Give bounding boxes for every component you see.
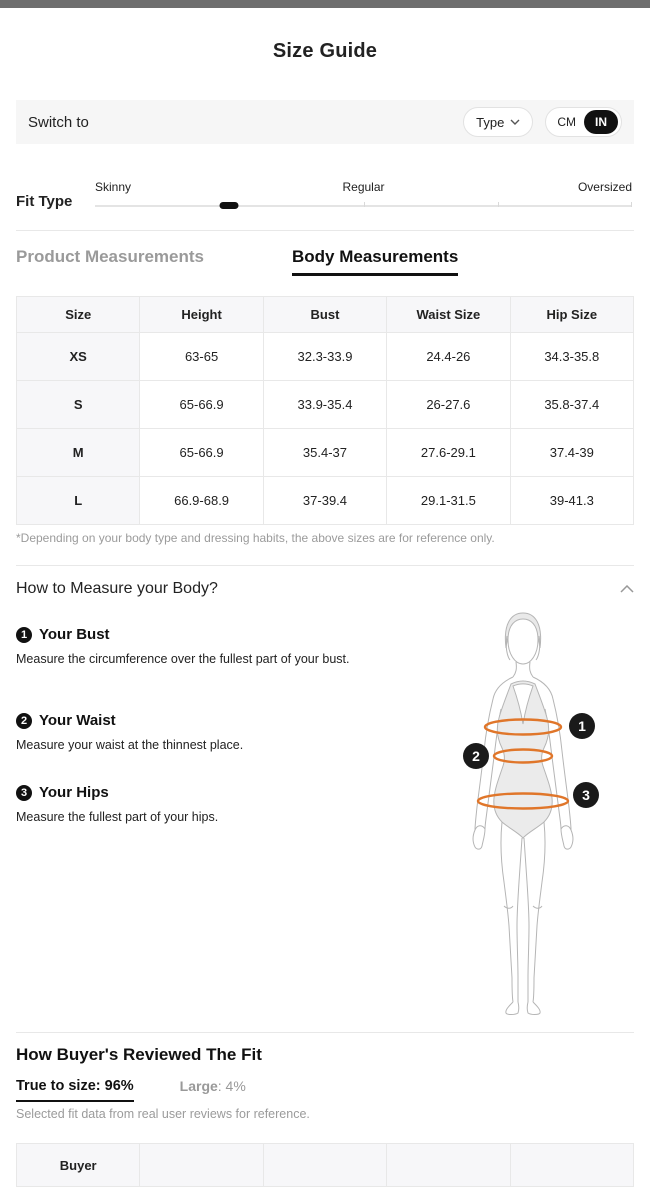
measure-item-title-text: Your Bust bbox=[39, 626, 110, 643]
cell-bust: 33.9-35.4 bbox=[263, 381, 386, 429]
tab-body-measurements[interactable]: Body Measurements bbox=[292, 247, 458, 276]
table-row bbox=[17, 381, 634, 429]
cell-bust: 37-39.4 bbox=[263, 477, 386, 525]
cell-bust: 32.3-33.9 bbox=[263, 333, 386, 381]
buyer-table-header-row bbox=[17, 1144, 634, 1187]
fit-review-note: Selected fit data from real user reviews for reference. bbox=[16, 1107, 310, 1121]
cell-size: XS bbox=[17, 333, 140, 381]
fit-slider-marker[interactable] bbox=[220, 202, 239, 209]
col-header-height: Height bbox=[140, 297, 263, 333]
cell-height: 63-65 bbox=[140, 333, 263, 381]
cell-height: 66.9-68.9 bbox=[140, 477, 263, 525]
slider-tick bbox=[631, 202, 632, 207]
col-header-size: Size bbox=[17, 297, 140, 333]
fit-type-options bbox=[95, 180, 632, 194]
type-dropdown-button[interactable] bbox=[463, 107, 533, 137]
fit-type-label: Fit Type bbox=[16, 193, 73, 210]
divider bbox=[16, 1032, 634, 1033]
switch-to-label: Switch to bbox=[28, 113, 89, 131]
table-row bbox=[17, 429, 634, 477]
figure-badge-1: 1 bbox=[578, 718, 586, 734]
col-header bbox=[387, 1144, 510, 1187]
figure-outline bbox=[473, 613, 573, 1015]
size-disclaimer: *Depending on your body type and dressing habits, the above sizes are for reference only. bbox=[16, 531, 495, 545]
slider-tick bbox=[498, 202, 499, 207]
fit-review-stats bbox=[16, 1078, 246, 1102]
fit-type-slider[interactable] bbox=[95, 180, 632, 212]
stat-true-to-size[interactable]: True to size: 96% bbox=[16, 1078, 134, 1102]
cell-size: L bbox=[17, 477, 140, 525]
unit-option-cm[interactable]: CM bbox=[557, 115, 576, 129]
col-header bbox=[140, 1144, 263, 1187]
measure-section-title: How to Measure your Body? bbox=[16, 580, 218, 597]
body-figure-illustration bbox=[452, 610, 630, 1029]
cell-hip: 35.8-37.4 bbox=[510, 381, 633, 429]
chevron-down-icon bbox=[510, 119, 520, 125]
system-top-bar bbox=[0, 0, 650, 8]
measure-item-bust-title bbox=[16, 626, 110, 643]
measure-item-title-text: Your Waist bbox=[39, 712, 116, 729]
page-title: Size Guide bbox=[272, 40, 378, 62]
type-dropdown-label: Type bbox=[476, 114, 505, 130]
tab-product-measurements[interactable]: Product Measurements bbox=[16, 247, 204, 266]
cell-waist: 26-27.6 bbox=[387, 381, 510, 429]
stat-large-value: : 4% bbox=[217, 1078, 246, 1094]
table-row bbox=[17, 333, 634, 381]
measure-item-waist-title bbox=[16, 712, 116, 729]
col-header-hip: Hip Size bbox=[510, 297, 633, 333]
fit-slider-track[interactable] bbox=[95, 205, 632, 207]
divider bbox=[16, 230, 634, 231]
fit-option-skinny: Skinny bbox=[95, 180, 132, 194]
cell-height: 65-66.9 bbox=[140, 429, 263, 477]
measure-section-header bbox=[16, 580, 634, 598]
cell-waist: 24.4-26 bbox=[387, 333, 510, 381]
body-measurements-table bbox=[16, 296, 634, 525]
measure-item-hips-title bbox=[16, 784, 109, 801]
cell-hip: 34.3-35.8 bbox=[510, 333, 633, 381]
cell-waist: 29.1-31.5 bbox=[387, 477, 510, 525]
fit-review-title: How Buyer's Reviewed The Fit bbox=[16, 1045, 262, 1064]
figure-badge-2: 2 bbox=[472, 748, 480, 764]
cell-size: S bbox=[17, 381, 140, 429]
unit-toggle[interactable] bbox=[545, 107, 622, 137]
cell-hip: 39-41.3 bbox=[510, 477, 633, 525]
slider-tick bbox=[364, 202, 365, 207]
fit-option-oversized: Oversized bbox=[577, 180, 632, 194]
col-header bbox=[263, 1144, 386, 1187]
collapse-section-button[interactable] bbox=[620, 585, 634, 593]
cell-height: 65-66.9 bbox=[140, 381, 263, 429]
measure-item-waist-desc: Measure your waist at the thinnest place. bbox=[16, 738, 244, 752]
chevron-up-icon bbox=[620, 585, 634, 593]
col-header-bust: Bust bbox=[263, 297, 386, 333]
stat-large[interactable] bbox=[180, 1078, 246, 1094]
fit-option-regular: Regular bbox=[342, 180, 385, 194]
col-header-waist: Waist Size bbox=[387, 297, 510, 333]
buyer-review-table bbox=[16, 1143, 634, 1187]
switch-bar bbox=[16, 100, 634, 144]
cell-waist: 27.6-29.1 bbox=[387, 429, 510, 477]
cell-hip: 37.4-39 bbox=[510, 429, 633, 477]
cell-bust: 35.4-37 bbox=[263, 429, 386, 477]
cell-size: M bbox=[17, 429, 140, 477]
unit-option-in-selected[interactable]: IN bbox=[584, 110, 618, 134]
measure-item-hips-desc: Measure the fullest part of your hips. bbox=[16, 810, 219, 824]
divider bbox=[16, 565, 634, 566]
switch-controls bbox=[463, 107, 622, 137]
table-header-row bbox=[17, 297, 634, 333]
measure-item-title-text: Your Hips bbox=[39, 784, 109, 801]
table-row bbox=[17, 477, 634, 525]
number-badge-1: 1 bbox=[16, 627, 32, 643]
figure-badge-3: 3 bbox=[582, 787, 590, 803]
number-badge-3: 3 bbox=[16, 785, 32, 801]
measurement-tabs bbox=[16, 247, 458, 276]
col-header-buyer: Buyer bbox=[17, 1144, 140, 1187]
measure-item-bust-desc: Measure the circumference over the fullest part of your bust. bbox=[16, 652, 350, 666]
number-badge-2: 2 bbox=[16, 713, 32, 729]
stat-large-label: Large bbox=[179, 1078, 218, 1094]
col-header bbox=[510, 1144, 633, 1187]
